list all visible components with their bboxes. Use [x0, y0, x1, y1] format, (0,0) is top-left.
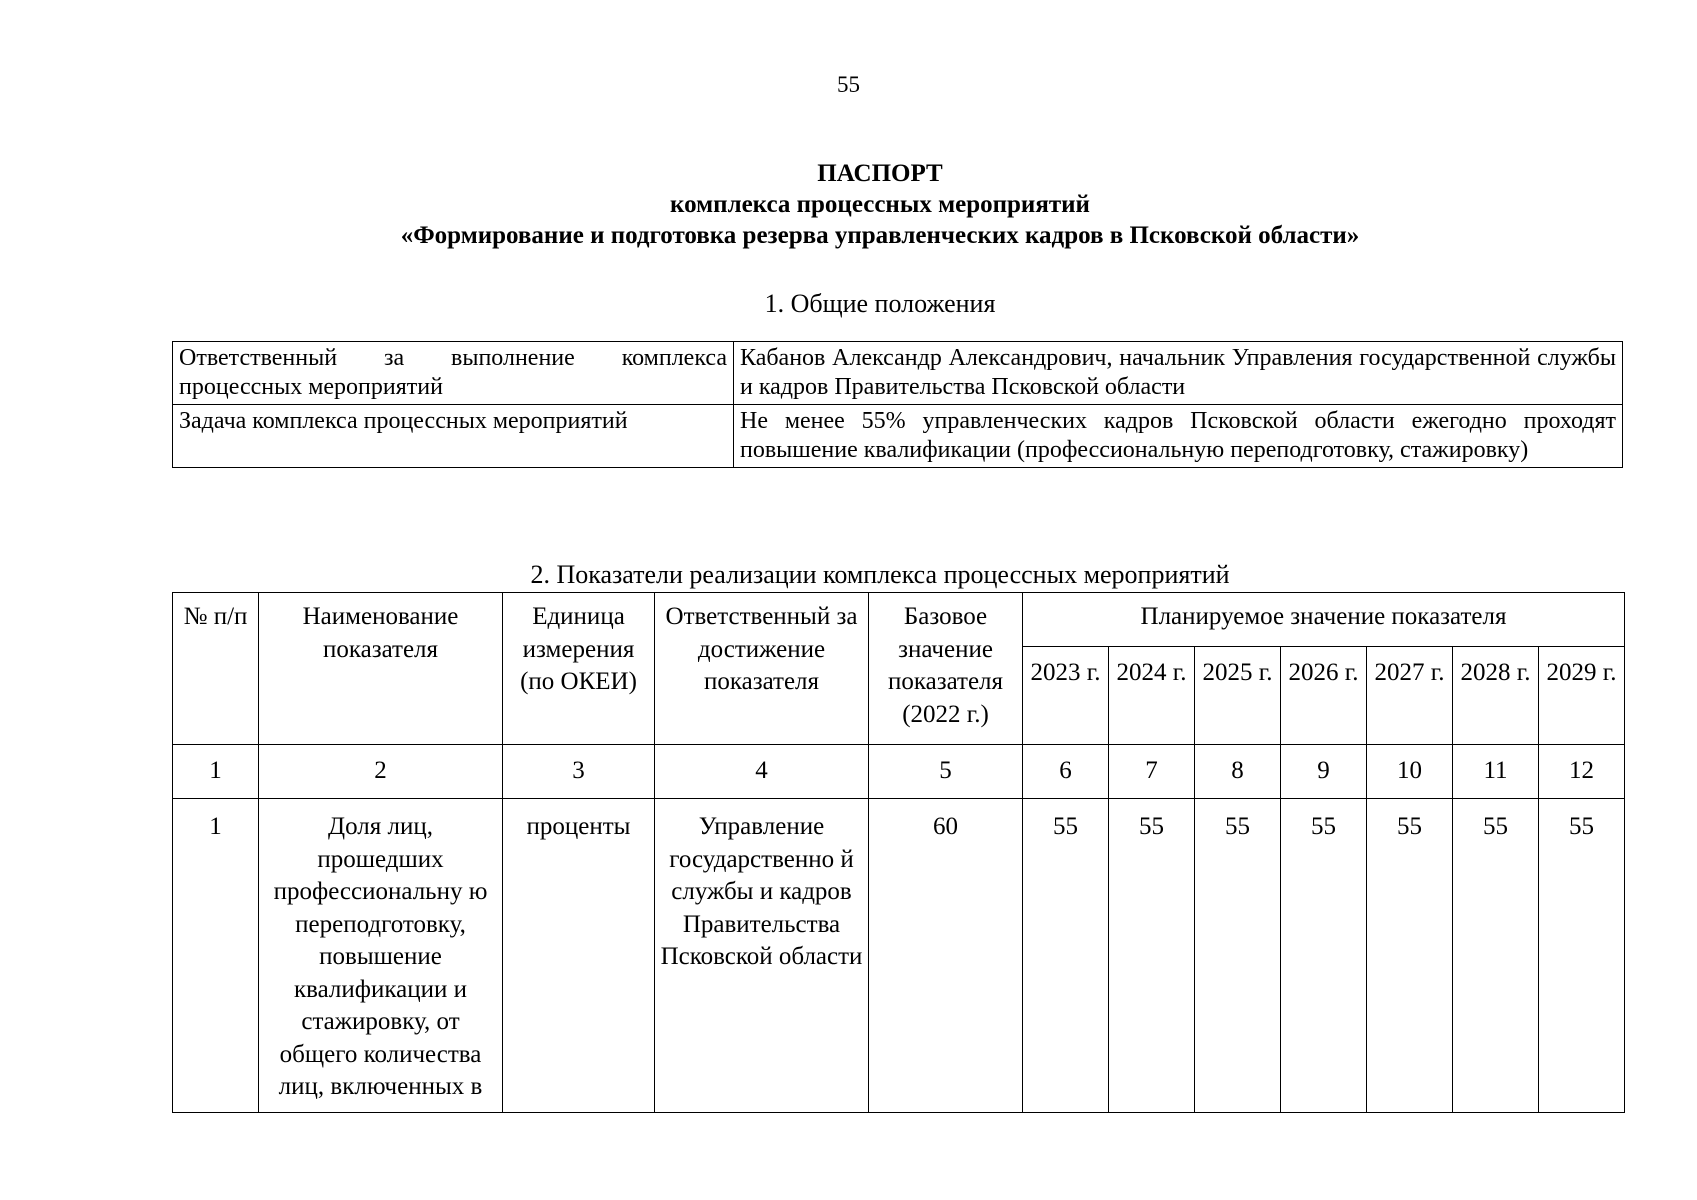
- indicator-unit: проценты: [503, 799, 655, 1113]
- task-label: Задача комплекса процессных мероприятий: [173, 405, 734, 468]
- indicator-year-value: 55: [1539, 799, 1625, 1113]
- column-number: 8: [1195, 745, 1281, 799]
- column-number: 2: [259, 745, 503, 799]
- responsible-value: Кабанов Александр Александрович, начальник Управления государственной службы и кадров Правительства Псковской области: [734, 342, 1623, 405]
- header-year: 2027 г.: [1367, 647, 1453, 745]
- column-number: 5: [869, 745, 1023, 799]
- header-year: 2029 г.: [1539, 647, 1625, 745]
- title-line-3: «Формирование и подготовка резерва управленческих кадров в Псковской области»: [400, 222, 1360, 249]
- header-name: Наименование показателя: [259, 593, 503, 745]
- section-2-heading: 2. Показатели реализации комплекса процессных мероприятий: [530, 560, 1230, 589]
- page-number: 55: [837, 72, 860, 97]
- indicator-year-value: 55: [1109, 799, 1195, 1113]
- header-unit: Единица измерения (по ОКЕИ): [503, 593, 655, 745]
- header-year: 2024 г.: [1109, 647, 1195, 745]
- indicator-year-value: 55: [1281, 799, 1367, 1113]
- header-year: 2023 г.: [1023, 647, 1109, 745]
- column-number: 12: [1539, 745, 1625, 799]
- indicator-year-value: 55: [1453, 799, 1539, 1113]
- column-number: 4: [655, 745, 869, 799]
- header-row: [173, 593, 1625, 647]
- indicator-base-value: 60: [869, 799, 1023, 1113]
- column-number: 11: [1453, 745, 1539, 799]
- header-base: Базовое значение показателя (2022 г.): [869, 593, 1023, 745]
- indicator-year-value: 55: [1195, 799, 1281, 1113]
- document-title: [0, 158, 1697, 251]
- section-1-heading: 1. Общие положения: [764, 289, 996, 318]
- title-line-2: комплекса процессных мероприятий: [670, 191, 1090, 218]
- header-num: № п/п: [173, 593, 259, 745]
- responsible-label: Ответственный за выполнение комплекса процессных мероприятий: [173, 342, 734, 405]
- column-number: 1: [173, 745, 259, 799]
- general-provisions-table: [172, 341, 1623, 468]
- column-number: 6: [1023, 745, 1109, 799]
- table-row: [173, 405, 1623, 468]
- indicator-year-value: 55: [1367, 799, 1453, 1113]
- header-responsible: Ответственный за достижение показателя: [655, 593, 869, 745]
- header-planned: Планируемое значение показателя: [1023, 593, 1625, 647]
- table-row: [173, 342, 1623, 405]
- table-row: [173, 799, 1625, 1113]
- header-year: 2026 г.: [1281, 647, 1367, 745]
- indicators-table: [172, 592, 1625, 1113]
- indicator-name: Доля лиц, прошедших профессиональну ю переподготовку, повышение квалификации и стажировку, от общего количества лиц, включенных в: [259, 799, 503, 1113]
- column-number: 9: [1281, 745, 1367, 799]
- task-value: Не менее 55% управленческих кадров Псковской области ежегодно проходят повышение квалификации (профессиональную переподготовку, стажировку): [734, 405, 1623, 468]
- indicator-year-value: 55: [1023, 799, 1109, 1113]
- indicator-responsible: Управление государственно й службы и кадров Правительства Псковской области: [655, 799, 869, 1113]
- header-year: 2028 г.: [1453, 647, 1539, 745]
- header-year: 2025 г.: [1195, 647, 1281, 745]
- column-number: 10: [1367, 745, 1453, 799]
- title-line-1: ПАСПОРТ: [817, 160, 943, 187]
- row-num: 1: [173, 799, 259, 1113]
- column-number: 7: [1109, 745, 1195, 799]
- column-numbers-row: [173, 745, 1625, 799]
- column-number: 3: [503, 745, 655, 799]
